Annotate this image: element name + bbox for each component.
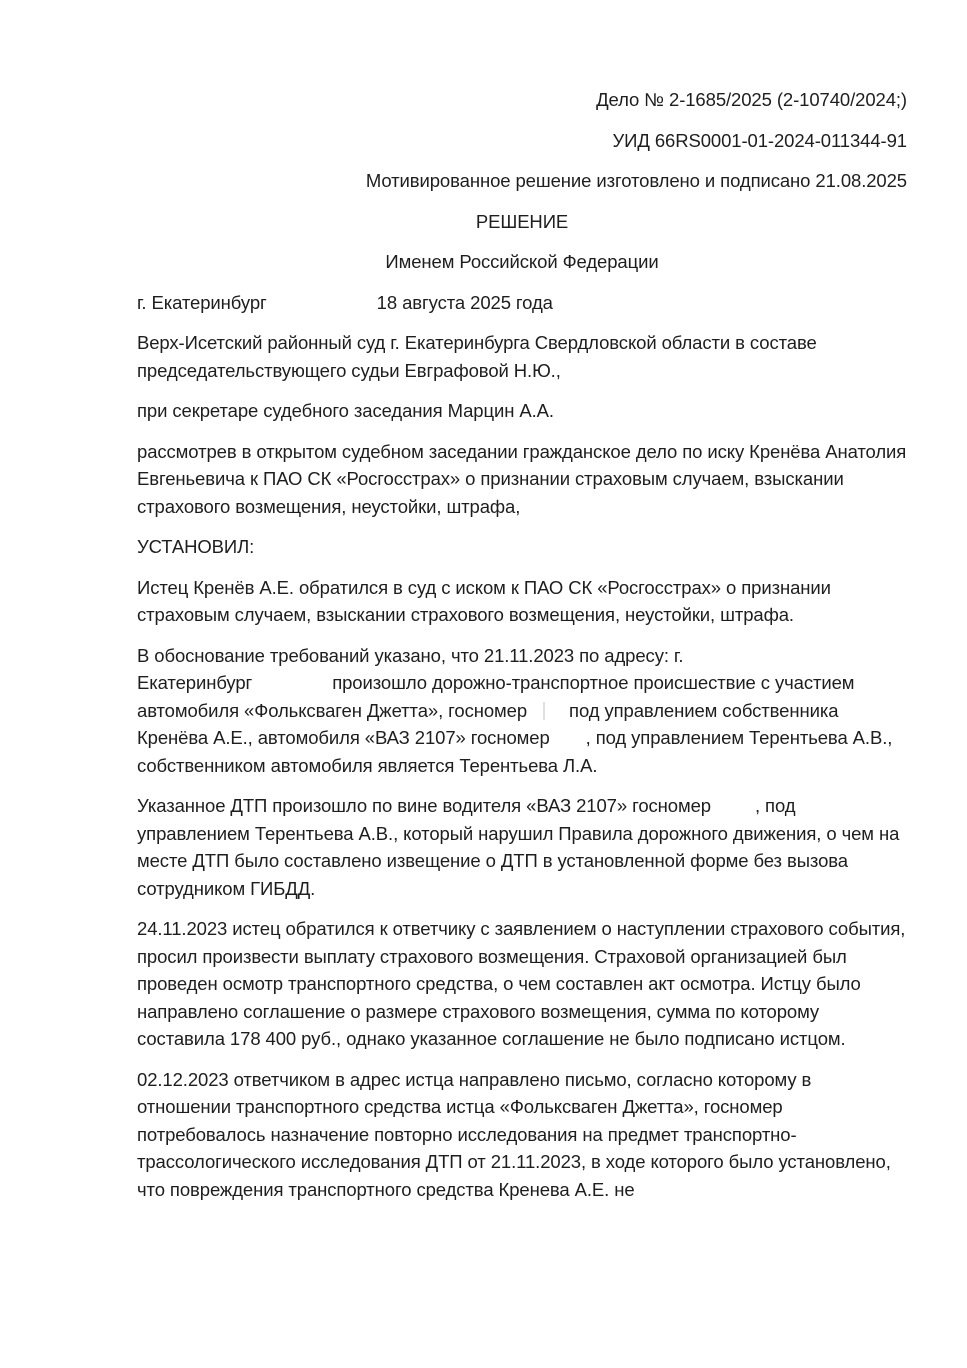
decision-date: 18 августа 2025 года	[376, 291, 553, 313]
grounds-text-2: Екатеринбург	[137, 672, 253, 693]
claim-paragraph: Истец Кренёв А.Е. обратился в суд с иском к ПАО СК «Росгосстрах» о признании страховым случаем, взыскании страхового возмещения, неустойки, штрафа.	[137, 576, 831, 625]
place-date-line	[137, 289, 907, 317]
insurer-letter-text-2: потребовалось назначение повторно исследования на предмет транспортно-трассологического исследования ДТП от 21.11.2023, в ходе которого было установлено, что повреждения транспортного средства Кренева А.Е. не	[137, 1123, 891, 1200]
document-subtitle: Именем Российской Федерации	[385, 251, 659, 272]
insurance-claim-paragraph: 24.11.2023 истец обратился к ответчику с заявлением о наступлении страхового события, просил произвести выплату страхового возмещения. Страховой организацией был проведен осмотр транспортного средства, о чем составлен акт осмотра. Истцу было направлено соглашение о размере страхового возмещения, сумма по которому составила 178 400 руб., однако указанное соглашение не было подписано истцом.	[137, 918, 906, 1049]
redacted-plate-gap	[783, 1098, 843, 1116]
case-number: Дело № 2-1685/2025 (2-10740/2024;)	[596, 89, 907, 110]
city-label: г. Екатеринбург	[137, 291, 267, 313]
grounds-text-4: под управлением собственника Кренёва А.Е., автомобиля «ВАЗ 2107» госномер	[137, 699, 839, 748]
case-description-paragraph: рассмотрев в открытом судебном заседании гражданское дело по иску Кренёва Анатолия Евгеньевича к ПАО СК «Росгосстрах» о признании страховым случаем, взыскании страхового возмещения, неустойки, штрафа,	[137, 440, 907, 517]
insurer-letter-paragraph	[137, 1066, 907, 1204]
grounds-text-5: , под управлением Терентьева А.В., собственником автомобиля является Терентьева Л.А.	[137, 727, 893, 776]
court-composition-paragraph: Верх-Исетский районный суд г. Екатеринбурга Свердловской области в составе председательствующего судьи Евграфовой Н.Ю.,	[137, 332, 817, 381]
document-title: РЕШЕНИЕ	[475, 210, 569, 232]
redacted-address-gap	[252, 674, 332, 692]
redacted-plate-gap	[711, 797, 755, 815]
grounds-paragraph	[137, 642, 907, 780]
secretary-paragraph: при секретаре судебного заседания Марцин А.А.	[137, 400, 554, 421]
accident-text-1: Указанное ДТП произошло по вине водителя «ВАЗ 2107» госномер	[137, 795, 711, 816]
accident-paragraph	[137, 792, 907, 902]
redacted-plate-gap	[527, 702, 569, 720]
accident-text-2: , под управлением Терентьева А.В., который нарушил Правила дорожного движения, о чем на месте ДТП было составлено извещение о ДТП в установленной форме без вызова сотрудником ГИБДД.	[137, 795, 900, 899]
document-body	[137, 329, 907, 1203]
grounds-text-3: произошло дорожно-транспортное происшествие с участием автомобиля «Фольксваген Джетта», госномер	[137, 672, 855, 721]
document-header	[137, 86, 907, 316]
decision-note: Мотивированное решение изготовлено и подписано 21.08.2025	[365, 170, 907, 191]
redacted-plate-gap	[550, 729, 586, 747]
grounds-text-1: В обоснование требований указано, что 21.11.2023 по адресу: г.	[137, 644, 684, 666]
insurer-letter-text-1: 02.12.2023 ответчиком в адрес истца направлено письмо, согласно которому в отношении транспортного средства истца «Фольксваген Джетта», госномер	[137, 1068, 812, 1117]
case-uid: УИД 66RS0001-01-2024-011344-91	[612, 129, 907, 151]
established-heading: УСТАНОВИЛ:	[137, 536, 255, 557]
